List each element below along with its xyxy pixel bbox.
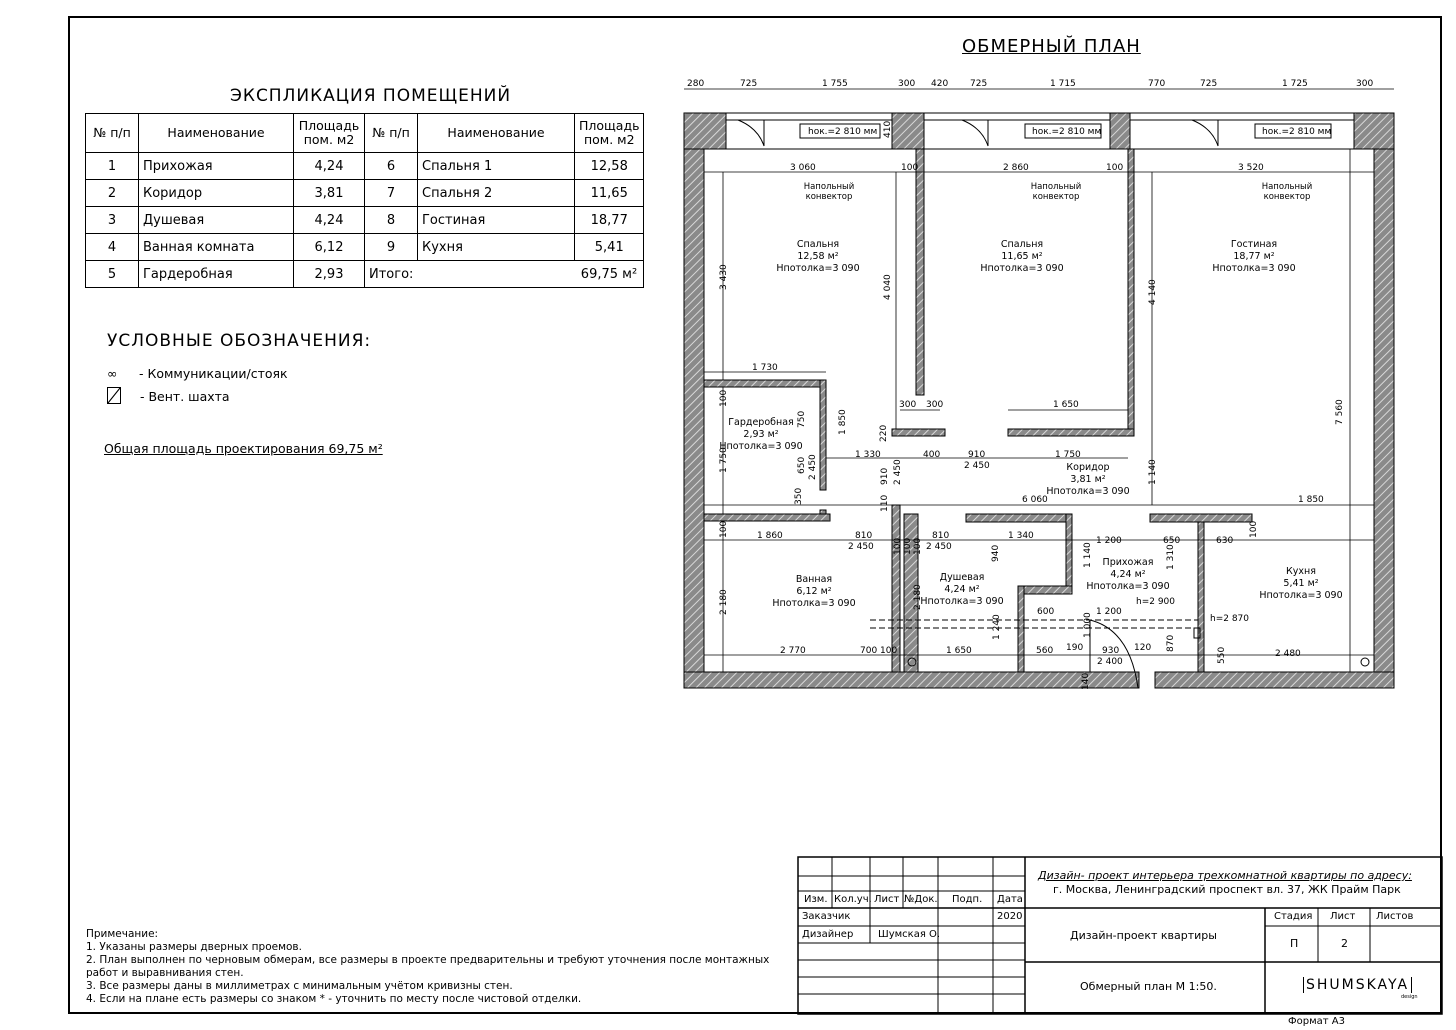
dim-label: 300 xyxy=(898,79,916,89)
format-label: Формат А3 xyxy=(1288,1016,1345,1027)
dim-label: 2 180 xyxy=(719,589,729,615)
dim-label: 100 xyxy=(719,389,729,407)
svg-text:Напольный: Напольный xyxy=(1030,182,1082,192)
col-area: Площадь пом. м2 xyxy=(294,114,365,153)
svg-text:Коридор: Коридор xyxy=(1066,462,1110,473)
room-living xyxy=(1212,239,1295,274)
svg-text:Hпотолка=3 090: Hпотолка=3 090 xyxy=(719,441,803,452)
dim-label: 2 450 xyxy=(926,542,952,552)
dim-label: 650 xyxy=(1163,536,1181,546)
svg-text:Hпотолка=3 090: Hпотолка=3 090 xyxy=(776,263,860,274)
svg-text:Hпотолка=3 090: Hпотолка=3 090 xyxy=(772,598,856,609)
convector-labels xyxy=(804,182,1313,202)
dim-label: 750 xyxy=(797,410,807,428)
dim-label: 1 240 xyxy=(992,614,1002,640)
svg-text:Гардеробная: Гардеробная xyxy=(728,417,794,428)
dim-label: 120 xyxy=(1134,643,1152,653)
legend-title: УСЛОВНЫЕ ОБОЗНАЧЕНИЯ: xyxy=(107,331,372,351)
table-row: 1 Прихожая 4,24 6 Спальня 1 12,58 xyxy=(86,153,644,180)
legend-item-riser: ∞ - Коммуникации/стояк xyxy=(107,366,288,381)
dim-label: 725 xyxy=(970,79,988,89)
svg-text:Прихожая: Прихожая xyxy=(1102,557,1154,568)
dim-label: 140 xyxy=(1081,672,1091,690)
svg-text:5,41 м²: 5,41 м² xyxy=(1283,578,1319,589)
dim-label: 1 750 xyxy=(1055,450,1081,460)
logo: SHUMSKAYA xyxy=(1303,977,1412,993)
dim-label: 1 340 xyxy=(1008,531,1034,541)
dim-label: 2 450 xyxy=(808,454,818,480)
svg-text:2,93 м²: 2,93 м² xyxy=(743,429,779,440)
svg-text:Душевая: Душевая xyxy=(939,572,985,583)
dim-label: 1 140 xyxy=(1148,459,1158,485)
dim-label: 630 xyxy=(1216,536,1234,546)
col-name-2: Наименование xyxy=(418,114,575,153)
dim-label: 3 430 xyxy=(719,264,729,290)
dim-label: 1 000 xyxy=(1083,612,1093,638)
dim-label: 1 850 xyxy=(1298,495,1324,505)
room-hallway xyxy=(1086,557,1169,592)
svg-text:Спальня: Спальня xyxy=(796,239,840,250)
dim-label: 220 xyxy=(879,424,889,442)
dim-label: 3 520 xyxy=(1238,163,1264,173)
dim-label: 2 180 xyxy=(913,584,923,610)
dim-label: 1 140 xyxy=(1083,542,1093,568)
dim-label: 100 xyxy=(1106,163,1124,173)
dim-label: 300 xyxy=(926,400,944,410)
svg-text:Hпотолка=3 090: Hпотолка=3 090 xyxy=(1046,486,1130,497)
svg-text:Hпотолка=3 090: Hпотолка=3 090 xyxy=(920,596,1004,607)
dim-label: 300 xyxy=(1356,79,1374,89)
dim-label: 4 140 xyxy=(1148,279,1158,305)
dim-label: 725 xyxy=(740,79,758,89)
dim-label: 2 480 xyxy=(1275,649,1301,659)
dim-label: 2 400 xyxy=(1097,657,1123,667)
dim-label: 1 850 xyxy=(838,409,848,435)
window-height-label: hок.=2 810 мм xyxy=(1032,127,1102,137)
dim-label: 110 xyxy=(880,494,890,512)
dim-label: 1 310 xyxy=(1166,544,1176,570)
dim-label: 940 xyxy=(991,544,1001,562)
dim-label: 930 xyxy=(1102,646,1120,656)
total-area-line: Общая площадь проектирования 69,75 м² xyxy=(104,441,383,456)
dim-label: 100 xyxy=(893,537,903,555)
dim-label: 350 xyxy=(794,487,804,505)
dim-label: 770 xyxy=(1148,79,1166,89)
dim-label: 810 xyxy=(855,531,873,541)
dim-label: 190 xyxy=(1066,643,1084,653)
dim-label: 1 650 xyxy=(946,646,972,656)
svg-text:конвектор: конвектор xyxy=(805,192,853,202)
svg-text:4,24 м²: 4,24 м² xyxy=(1110,569,1146,580)
dim-label: 100 xyxy=(903,537,913,555)
stamp: Изм. Кол.уч. Лист №Док. Подп. Дата Заказчик 2020 Дизайнер Шумская О. Дизайн- проект интерьера трехкомнатной квартиры по адресу: г. Москва, Ленинградский проспект вл. 37, ЖК Прайм Парк Дизайн-проект квартиры Обмерный план М 1:50. Стадия Лист Листов П 2 SHUMSKAYA design xyxy=(802,869,1418,1000)
col-num: № п/п xyxy=(86,114,139,153)
dim-label: 1 715 xyxy=(1050,79,1076,89)
col-area-2: Площадь пом. м2 xyxy=(575,114,644,153)
svg-text:Напольный: Напольный xyxy=(1261,182,1313,192)
room-wardrobe xyxy=(719,417,802,452)
table-row: 3 Душевая 4,24 8 Гостиная 18,77 xyxy=(86,207,644,234)
total-label: Итого: xyxy=(365,261,575,288)
room-corridor xyxy=(1046,462,1129,497)
svg-text:Спальня: Спальня xyxy=(1000,239,1044,250)
dim-label: 1 200 xyxy=(1096,607,1122,617)
dim-label: 300 xyxy=(899,400,917,410)
dim-label: 2 770 xyxy=(780,646,806,656)
table-row: 2 Коридор 3,81 7 Спальня 2 11,65 xyxy=(86,180,644,207)
dim-label: h=2 870 xyxy=(1210,614,1250,624)
dim-label: 400 xyxy=(923,450,941,460)
dim-label: 100 xyxy=(913,537,923,555)
dim-label: 280 xyxy=(687,79,705,89)
dim-label: 1 725 xyxy=(1282,79,1308,89)
dim-label: 1 750 xyxy=(719,447,729,473)
room-bedroom-2 xyxy=(980,239,1063,274)
room-kitchen xyxy=(1259,566,1342,601)
dim-label: 2 860 xyxy=(1003,163,1029,173)
dim-label: 560 xyxy=(1036,646,1054,656)
svg-text:конвектор: конвектор xyxy=(1263,192,1311,202)
dim-label: 1 650 xyxy=(1053,400,1079,410)
table-row: 4 Ванная комната 6,12 9 Кухня 5,41 xyxy=(86,234,644,261)
dim-label: 100 xyxy=(719,520,729,538)
svg-text:Hпотолка=3 090: Hпотолка=3 090 xyxy=(1259,590,1343,601)
legend-item-vent: - Вент. шахта xyxy=(107,387,230,404)
window-height-label: hок.=2 810 мм xyxy=(808,127,878,137)
dim-label: 100 xyxy=(880,646,898,656)
window-height-label: hок.=2 810 мм xyxy=(1262,127,1332,137)
svg-text:11,65 м²: 11,65 м² xyxy=(1001,251,1043,262)
dim-label: 910 xyxy=(968,450,986,460)
dim-label: 600 xyxy=(1037,607,1055,617)
room-labels xyxy=(719,239,1342,609)
notes-block: Примечание: 1. Указаны размеры дверных проемов. 2. План выполнен по черновым обмерам, все размеры в проекте предварительны и требуют уточнения после монтажных работ и выравнивания стен. 3. Все размеры даны в миллиметрах с минимальным учётом кривизны стен. 4. Если на плане есть размеры со знаком * - уточнить по месту после чистовой отделки. xyxy=(86,928,770,1005)
svg-text:Hпотолка=3 090: Hпотолка=3 090 xyxy=(980,263,1064,274)
dim-label: 410 xyxy=(883,120,893,138)
svg-text:18,77 м²: 18,77 м² xyxy=(1233,251,1275,262)
dim-label: 1 200 xyxy=(1096,536,1122,546)
dim-label: 810 xyxy=(932,531,950,541)
dim-label: 2 450 xyxy=(964,461,990,471)
dim-label: 700 xyxy=(860,646,878,656)
svg-text:Ванная: Ванная xyxy=(795,574,833,585)
col-num-2: № п/п xyxy=(365,114,418,153)
svg-text:Кухня: Кухня xyxy=(1286,566,1316,577)
svg-text:Напольный: Напольный xyxy=(803,182,855,192)
svg-text:6,12 м²: 6,12 м² xyxy=(796,586,832,597)
dim-label: 870 xyxy=(1166,634,1176,652)
dim-label: 3 060 xyxy=(790,163,816,173)
svg-text:12,58 м²: 12,58 м² xyxy=(797,251,839,262)
col-name: Наименование xyxy=(139,114,294,153)
table-row: 5 Гардеробная 2,93 Итого: 69,75 м² xyxy=(86,261,644,288)
svg-text:Hпотолка=3 090: Hпотолка=3 090 xyxy=(1212,263,1296,274)
svg-text:конвектор: конвектор xyxy=(1032,192,1080,202)
dim-label: 1 755 xyxy=(822,79,848,89)
dim-label: 4 040 xyxy=(883,274,893,300)
dim-label: 6 060 xyxy=(1022,495,1048,505)
dim-label: 7 560 xyxy=(1335,399,1345,425)
riser-icon xyxy=(1361,658,1369,666)
dim-label: 910 xyxy=(880,467,890,485)
dim-label: 1 730 xyxy=(752,363,778,373)
dim-label: 1 330 xyxy=(855,450,881,460)
dim-label: 2 450 xyxy=(848,542,874,552)
svg-text:3,81 м²: 3,81 м² xyxy=(1070,474,1106,485)
dim-label: 2 450 xyxy=(893,459,903,485)
svg-text:Гостиная: Гостиная xyxy=(1230,239,1278,250)
room-bathroom xyxy=(772,574,855,609)
dim-label: 100 xyxy=(1249,520,1259,538)
room-bedroom-1 xyxy=(776,239,859,274)
dim-label: 1 860 xyxy=(757,531,783,541)
dim-label: 100 xyxy=(901,163,919,173)
dim-label: 420 xyxy=(931,79,949,89)
plan-title: ОБМЕРНЫЙ ПЛАН xyxy=(962,36,1141,57)
explication-title: ЭКСПЛИКАЦИЯ ПОМЕЩЕНИЙ xyxy=(230,86,512,106)
dim-label: 725 xyxy=(1200,79,1218,89)
room-shower xyxy=(920,572,1003,607)
dim-label: 550 xyxy=(1217,646,1227,664)
riser-icon: ∞ xyxy=(107,366,118,381)
svg-text:Hпотолка=3 090: Hпотолка=3 090 xyxy=(1086,581,1170,592)
dim-label: h=2 900 xyxy=(1136,597,1176,607)
dim-label: 650 xyxy=(797,456,807,474)
svg-text:4,24 м²: 4,24 м² xyxy=(944,584,980,595)
total-value: 69,75 м² xyxy=(575,261,644,288)
